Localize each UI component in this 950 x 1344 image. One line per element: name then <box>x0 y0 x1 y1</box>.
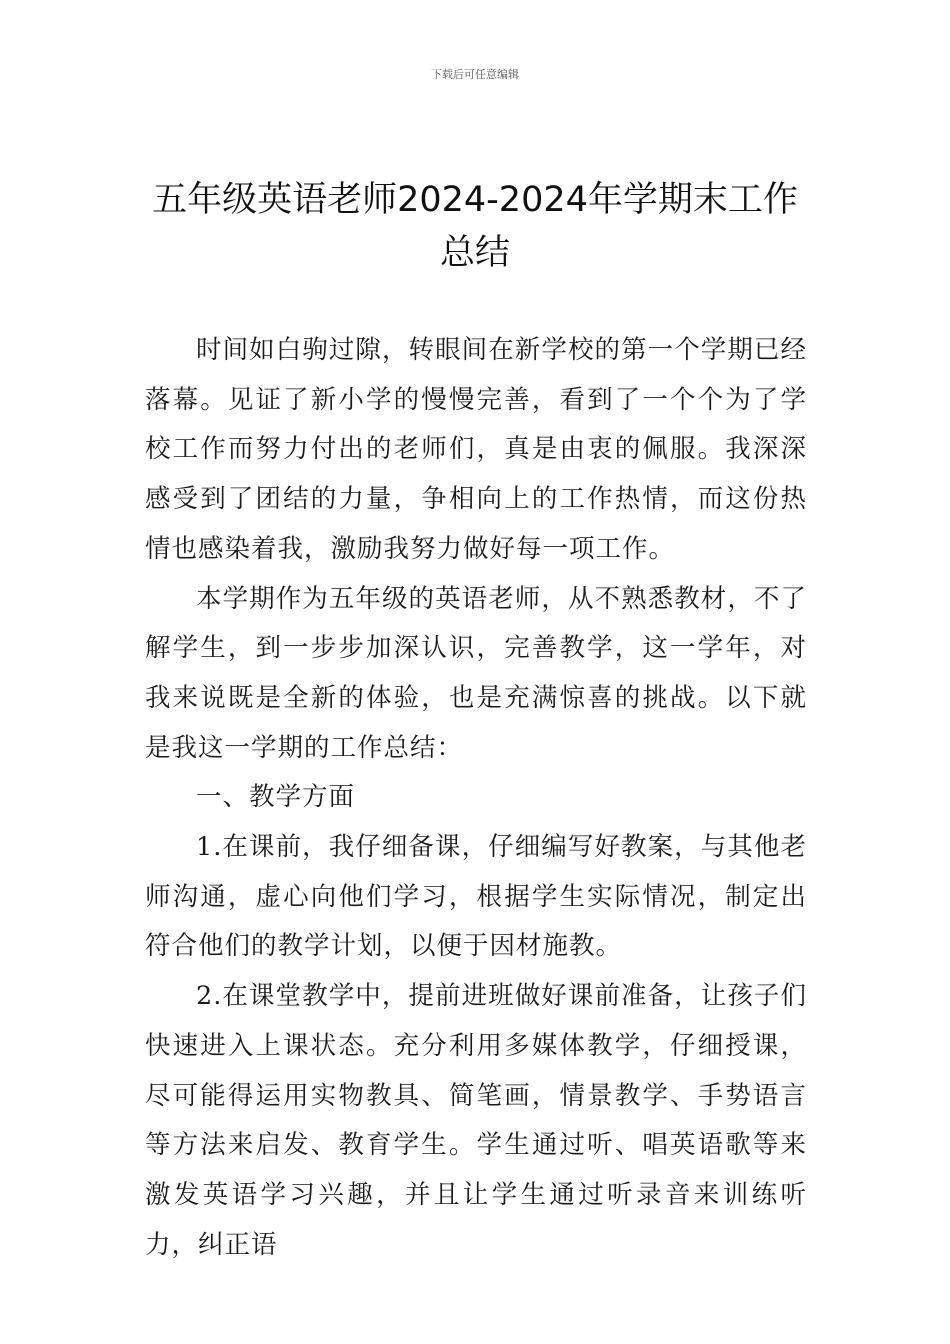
paragraph-item-1: 1.在课前，我仔细备课，仔细编写好教案，与其他老师沟通，虚心向他们学习，根据学生实际情况，制定出符合他们的教学计划，以便于因材施教。 <box>145 832 807 962</box>
paragraph-intro: 时间如白驹过隙，转眼间在新学校的第一个学期已经落幕。见证了新小学的慢慢完善，看到了一个个为了学校工作而努力付出的老师们，真是由衷的佩服。我深深感受到了团结的力量，争相向上的工作热情，而这份热情也感染着我，激励我努力做好每一项工作。 <box>145 335 807 564</box>
document-body <box>145 326 807 1270</box>
section-heading-teaching: 一、教学方面 <box>196 782 356 813</box>
paragraph-overview: 本学期作为五年级的英语老师，从不熟悉教材，不了解学生，到一步步加深认识，完善教学，这一学年，对我来说既是全新的体验，也是充满惊喜的挑战。以下就是我这一学期的工作总结： <box>145 583 807 763</box>
header-note: 下载后可任意编辑 <box>431 68 519 81</box>
paragraph-item-2: 2.在课堂教学中，提前进班做好课前准备，让孩子们快速进入上课状态。充分利用多媒体教学，仔细授课，尽可能得运用实物教具、简笔画，情景教学、手势语言等方法来启发、教育学生。学生通过听、唱英语歌等来激发英语学习兴趣，并且让学生通过听录音来训练听力，纠正语 <box>145 981 807 1260</box>
document-title: 五年级英语老师2024-2024年学期末工作总结 <box>152 180 798 273</box>
